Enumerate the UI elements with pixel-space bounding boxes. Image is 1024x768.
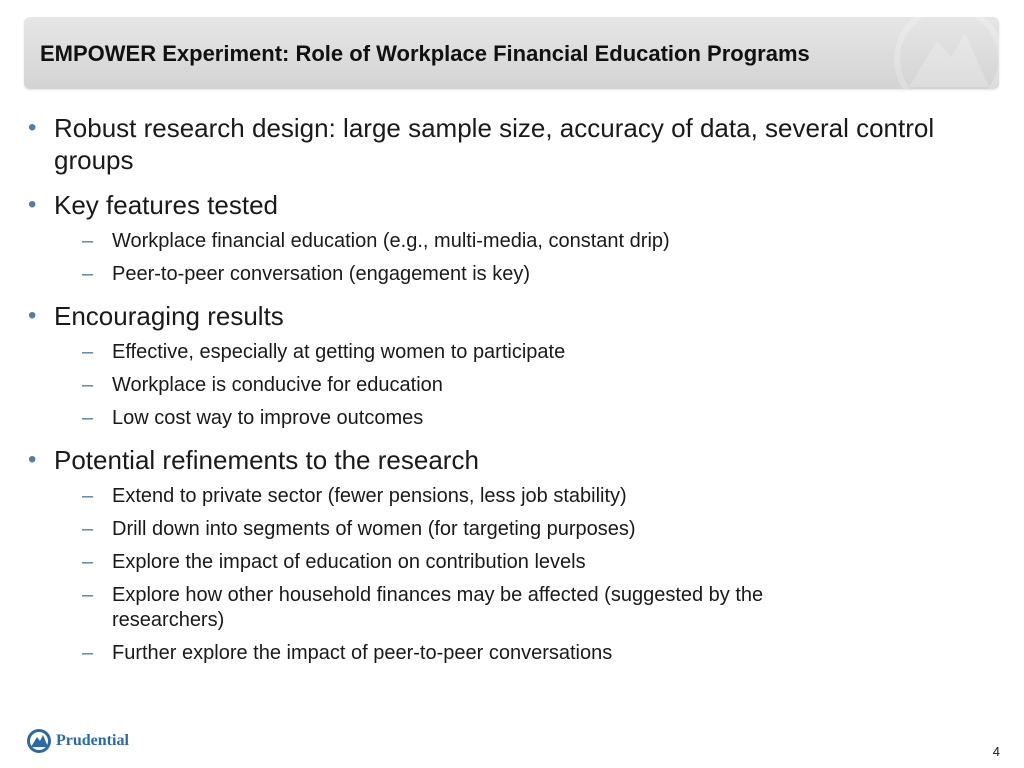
dash-icon: –: [82, 374, 94, 396]
sub-bullet-list: [0, 340, 1024, 431]
rock-of-gibraltar-icon: [26, 728, 52, 754]
sub-bullet-item: [0, 229, 872, 254]
dash-icon: –: [82, 230, 94, 252]
bullet-text: Encouraging results: [54, 301, 284, 331]
bullet-dot-icon: •: [28, 114, 37, 141]
dash-icon: –: [82, 341, 94, 363]
sub-bullet-text: Peer-to-peer conversation (engagement is key): [112, 263, 530, 285]
sub-bullet-item: [0, 641, 872, 666]
sub-bullet-item: [0, 484, 872, 509]
sub-bullet-list: [0, 484, 1024, 666]
sub-bullet-item: [0, 340, 872, 365]
bullet-section: [0, 444, 1024, 666]
logo-text: Prudential: [56, 732, 129, 749]
sub-bullet-item: [0, 262, 872, 287]
sub-bullet-item: [0, 583, 872, 633]
sub-bullet-text: Extend to private sector (fewer pensions, less job stability): [112, 485, 627, 507]
sub-bullet-text: Further explore the impact of peer-to-peer conversations: [112, 642, 613, 664]
title-bar: [24, 17, 999, 89]
bullet-text: Robust research design: large sample size, accuracy of data, several control groups: [54, 113, 935, 175]
sub-bullet-text: Explore how other household finances may be affected (suggested by the researchers): [112, 584, 764, 631]
dash-icon: –: [82, 485, 94, 507]
dash-icon: –: [82, 584, 94, 606]
sub-bullet-list: [0, 229, 1024, 287]
bullet-section: [0, 189, 1024, 287]
dash-icon: –: [82, 518, 94, 540]
sub-bullet-item: [0, 373, 872, 398]
dash-icon: –: [82, 263, 94, 285]
bullet-item: [0, 189, 954, 221]
page-number: 4: [992, 744, 1000, 759]
sub-bullet-text: Explore the impact of education on contribution levels: [112, 551, 586, 573]
sub-bullet-text: Drill down into segments of women (for targeting purposes): [112, 518, 636, 540]
bullet-section: [0, 112, 1024, 176]
dash-icon: –: [82, 642, 94, 664]
bullet-list: [0, 112, 1024, 679]
sub-bullet-text: Workplace is conducive for education: [112, 374, 443, 396]
dash-icon: –: [82, 407, 94, 429]
bullet-dot-icon: •: [28, 302, 37, 329]
bullet-text: Key features tested: [54, 190, 279, 220]
bullet-item: [0, 444, 954, 476]
bullet-text: Potential refinements to the research: [54, 445, 479, 475]
bullet-section: [0, 300, 1024, 431]
bullet-dot-icon: •: [28, 191, 37, 218]
bullet-item: [0, 112, 954, 176]
bullet-dot-icon: •: [28, 446, 37, 473]
sub-bullet-item: [0, 406, 872, 431]
sub-bullet-item: [0, 550, 872, 575]
rock-of-gibraltar-watermark-icon: [889, 17, 999, 89]
sub-bullet-text: Workplace financial education (e.g., multi-media, constant drip): [112, 230, 670, 252]
prudential-logo: [26, 728, 129, 754]
sub-bullet-item: [0, 517, 872, 542]
sub-bullet-text: Effective, especially at getting women to participate: [112, 341, 566, 363]
bullet-item: [0, 300, 954, 332]
dash-icon: –: [82, 551, 94, 573]
sub-bullet-text: Low cost way to improve outcomes: [112, 407, 424, 429]
slide-title: EMPOWER Experiment: Role of Workplace Financial Education Programs: [40, 41, 810, 66]
